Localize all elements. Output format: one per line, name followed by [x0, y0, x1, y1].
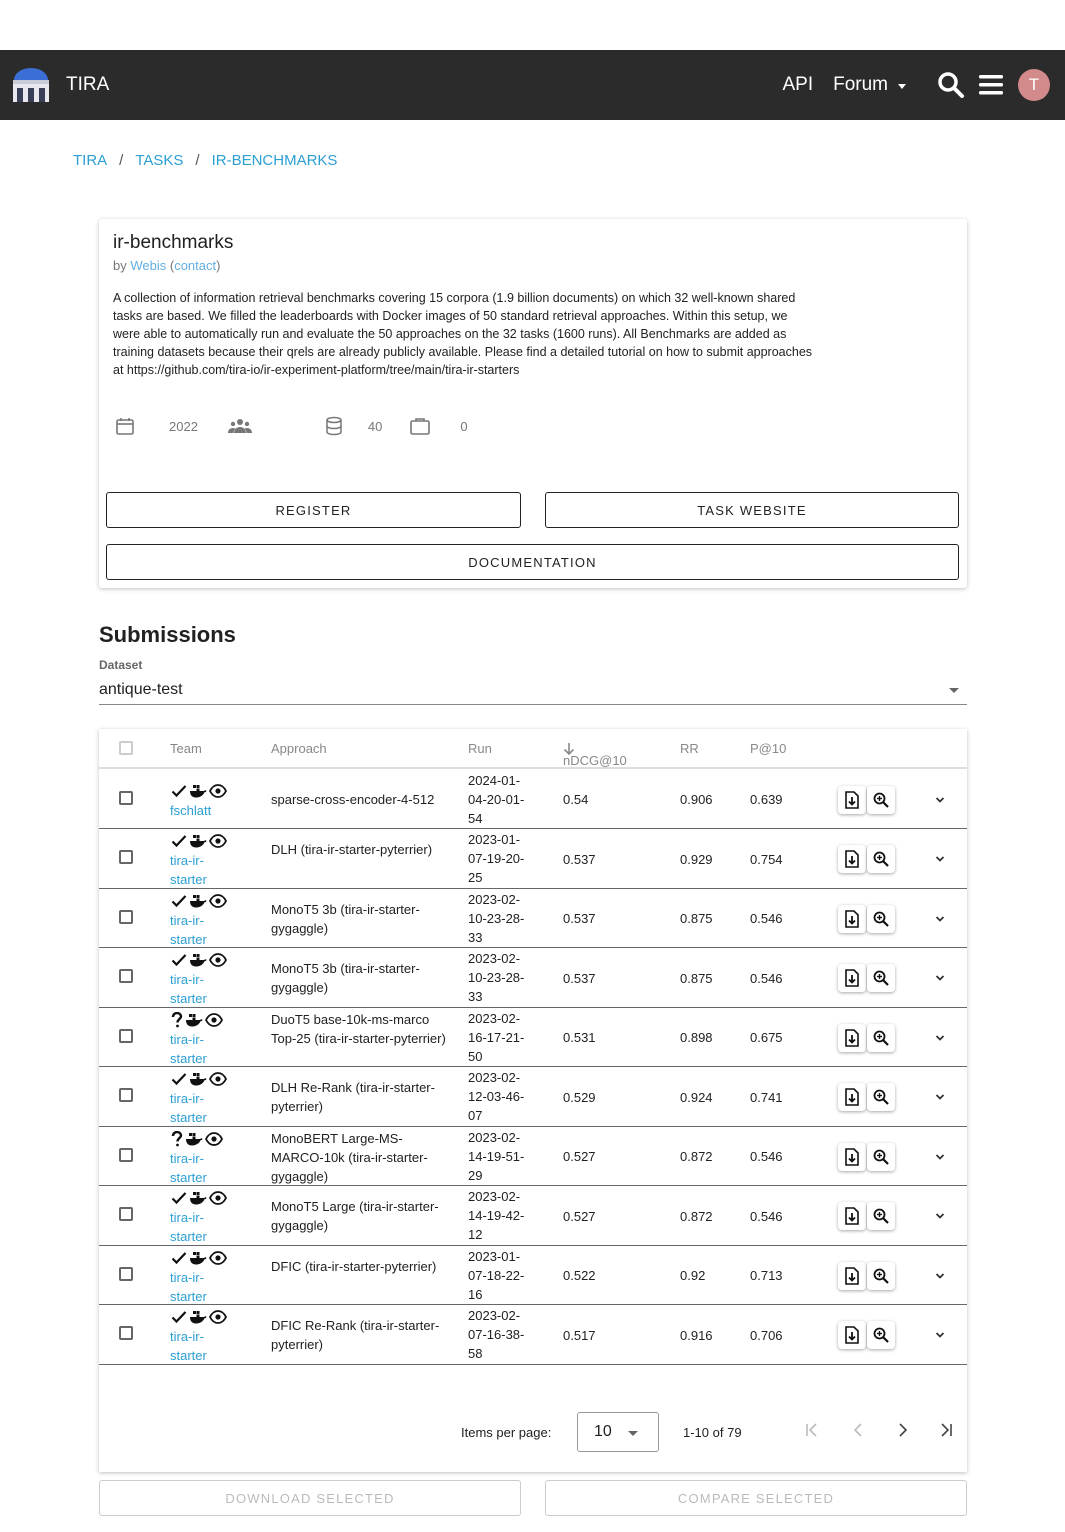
docker-icon	[185, 1013, 203, 1027]
zoom-in-icon	[873, 1327, 889, 1343]
tira-logo-icon[interactable]	[10, 66, 52, 104]
inspect-run-button[interactable]	[867, 845, 895, 873]
p10-value: 0.639	[750, 792, 783, 807]
file-download-icon	[844, 1029, 860, 1047]
check-icon	[171, 894, 187, 908]
expand-row-icon[interactable]	[934, 913, 946, 928]
run-id: 2024-01-04-20-01-54	[468, 773, 525, 826]
zoom-in-icon	[873, 1268, 889, 1284]
dataset-value: antique-test	[99, 681, 183, 698]
question-icon	[171, 1012, 183, 1028]
expand-row-icon[interactable]	[934, 1032, 946, 1047]
download-run-button[interactable]	[838, 845, 866, 873]
status-icons	[171, 1309, 227, 1325]
team-link[interactable]: tira-ir-starter	[170, 1091, 207, 1125]
status-icons	[171, 833, 227, 849]
caret-down-icon	[898, 84, 906, 89]
inspect-run-button[interactable]	[867, 786, 895, 814]
row-checkbox[interactable]	[119, 910, 133, 924]
expand-row-icon[interactable]	[934, 972, 946, 987]
header-ndcg[interactable]	[563, 741, 627, 768]
download-selected-button[interactable]: DOWNLOAD SELECTED	[99, 1480, 521, 1516]
expand-row-icon[interactable]	[934, 794, 946, 809]
rr-value: 0.92	[680, 1268, 706, 1283]
table-row[interactable]	[99, 1067, 967, 1127]
rr-value: 0.875	[680, 970, 713, 986]
table-row[interactable]	[99, 1305, 967, 1365]
run-id: 2023-02-10-23-28-33	[468, 951, 525, 1004]
eye-icon	[209, 1191, 227, 1205]
row-checkbox[interactable]	[119, 1088, 133, 1102]
pagination	[99, 1411, 967, 1451]
eye-icon	[209, 1310, 227, 1324]
ndcg-value: 0.517	[563, 1327, 596, 1343]
approach-name: DLH (tira-ir-starter-pyterrier)	[271, 842, 433, 857]
organizer-link[interactable]: Webis	[130, 258, 167, 273]
docker-icon	[189, 1191, 207, 1205]
task-organizer: by Webis (contact)	[113, 258, 221, 273]
file-download-icon	[844, 850, 860, 868]
docker-icon	[189, 1310, 207, 1324]
row-checkbox[interactable]	[119, 850, 133, 864]
p10-value: 0.546	[750, 970, 783, 986]
expand-row-icon[interactable]	[934, 1210, 946, 1225]
eye-icon	[209, 1251, 227, 1265]
next-page-icon[interactable]	[894, 1421, 912, 1442]
submissions-table	[99, 729, 967, 1472]
status-icons	[171, 1250, 227, 1266]
p10-value: 0.713	[750, 1268, 783, 1283]
row-checkbox[interactable]	[119, 1148, 133, 1162]
check-icon	[171, 784, 187, 798]
select-all-checkbox[interactable]	[119, 741, 133, 755]
breadcrumb-tasks[interactable]: TASKS	[135, 152, 184, 169]
eye-icon	[209, 953, 227, 967]
approach-name: MonoT5 3b (tira-ir-starter-gygaggle)	[271, 901, 420, 936]
forum-label: Forum	[833, 74, 888, 95]
question-icon	[171, 1131, 183, 1147]
docker-icon	[189, 1251, 207, 1265]
run-id: 2023-02-07-16-38-58	[468, 1308, 525, 1361]
hamburger-menu-icon[interactable]	[976, 70, 1006, 100]
task-description: A collection of information retrieval benchmarks covering 15 corpora (1.9 billion documents) on which 32 well-known shared tasks are based. We filled the leaderboards with Docker images of 50 standard retrieval approaches. Within this setup, we were able to automatically run and evaluate the 50 approaches on the 32 tasks (1600 runs). All Benchmarks are added as training datasets because their qrels are already publicly available. Please find a detailed tutorial on how to submit approaches at https://github.com/tira-io/ir-experiment-platform/tree/main/tira-ir-starters	[113, 291, 813, 377]
inspect-run-button[interactable]	[867, 1143, 895, 1171]
inspect-run-button[interactable]	[867, 1083, 895, 1111]
task-title: ir-benchmarks	[113, 232, 234, 253]
rr-value: 0.916	[680, 1327, 713, 1343]
expand-row-icon[interactable]	[934, 1091, 946, 1106]
docker-icon	[189, 834, 207, 848]
run-id: 2023-01-07-19-20-25	[468, 832, 525, 885]
dataset-select[interactable]	[99, 677, 967, 705]
inspect-run-button[interactable]	[867, 1321, 895, 1349]
top-navbar	[0, 50, 1065, 120]
docker-icon	[185, 1132, 203, 1146]
eye-icon	[205, 1132, 223, 1146]
p10-value: 0.546	[750, 1208, 783, 1224]
team-link[interactable]: tira-ir-starter	[170, 1032, 207, 1066]
row-checkbox[interactable]	[119, 1267, 133, 1281]
breadcrumb-separator: /	[195, 152, 200, 169]
zoom-in-icon	[873, 970, 889, 986]
approach-name: DLH Re-Rank (tira-ir-starter-pyterrier)	[271, 1080, 435, 1114]
header-ndcg-label: nDCG@10	[563, 753, 627, 768]
row-checkbox[interactable]	[119, 1326, 133, 1340]
approach-name: DFIC Re-Rank (tira-ir-starter-pyterrier)	[271, 1318, 440, 1352]
team-link[interactable]: tira-ir-starter	[170, 1270, 207, 1304]
items-per-page-value: 10	[594, 1423, 612, 1440]
table-header	[99, 729, 967, 769]
task-stats	[113, 414, 468, 438]
check-icon	[171, 1072, 187, 1086]
participants-icon	[228, 414, 252, 438]
status-icons	[171, 1012, 223, 1028]
expand-row-icon[interactable]	[934, 1329, 946, 1344]
inspect-run-button[interactable]	[867, 905, 895, 933]
inspect-run-button[interactable]	[867, 964, 895, 992]
rr-value: 0.898	[680, 1030, 713, 1045]
header-team[interactable]: Team	[170, 741, 202, 756]
previous-page-icon[interactable]	[849, 1421, 867, 1442]
status-icons	[171, 1131, 223, 1147]
file-download-icon	[844, 1148, 860, 1166]
expand-row-icon[interactable]	[934, 1151, 946, 1166]
download-run-button[interactable]	[838, 1321, 866, 1349]
approach-name: MonoT5 3b (tira-ir-starter-gygaggle)	[271, 961, 420, 995]
header-run[interactable]: Run	[468, 741, 492, 756]
ndcg-value: 0.537	[563, 970, 596, 986]
file-download-icon	[844, 1207, 860, 1225]
team-link[interactable]: fschlatt	[170, 803, 212, 818]
search-icon[interactable]	[936, 70, 966, 100]
run-id: 2023-02-14-19-51-29	[468, 1130, 525, 1183]
status-icons	[171, 893, 227, 909]
ndcg-value: 0.527	[563, 1149, 596, 1164]
header-p10[interactable]: P@10	[750, 741, 787, 756]
p10-value: 0.706	[750, 1327, 783, 1343]
last-page-icon[interactable]	[937, 1421, 955, 1442]
table-row[interactable]	[99, 829, 967, 889]
approach-name: sparse-cross-encoder-4-512	[271, 792, 435, 807]
task-software-count: 0	[460, 418, 468, 434]
briefcase-icon	[408, 414, 432, 438]
docker-icon	[189, 1072, 207, 1086]
p10-value: 0.675	[750, 1030, 783, 1045]
team-link[interactable]: tira-ir-starter	[170, 972, 207, 1006]
table-row[interactable]	[99, 770, 967, 829]
items-per-page-label: Items per page:	[461, 1425, 552, 1440]
eye-icon	[205, 1013, 223, 1027]
team-link[interactable]: tira-ir-starter	[170, 1329, 207, 1363]
rr-value: 0.875	[680, 911, 713, 926]
submissions-heading: Submissions	[99, 622, 236, 647]
eye-icon	[209, 894, 227, 908]
zoom-in-icon	[873, 851, 889, 867]
approach-name: DFIC (tira-ir-starter-pyterrier)	[271, 1258, 437, 1274]
contact-link[interactable]: contact	[174, 258, 217, 273]
status-icons	[171, 952, 227, 968]
items-per-page-select[interactable]	[577, 1412, 659, 1452]
documentation-button[interactable]: DOCUMENTATION	[106, 544, 959, 580]
breadcrumb	[73, 152, 337, 169]
check-icon	[171, 834, 187, 848]
docker-icon	[189, 894, 207, 908]
ndcg-value: 0.54	[563, 792, 589, 807]
download-run-button[interactable]	[838, 1024, 866, 1052]
table-row[interactable]	[99, 1246, 967, 1305]
brand-name[interactable]: TIRA	[66, 74, 110, 95]
check-icon	[171, 1251, 187, 1265]
header-approach[interactable]: Approach	[271, 741, 327, 756]
by-prefix: by	[113, 258, 127, 273]
file-download-icon	[844, 910, 860, 928]
p10-value: 0.741	[750, 1089, 783, 1105]
download-run-button[interactable]	[838, 1262, 866, 1290]
page-range: 1-10 of 79	[683, 1425, 742, 1440]
ndcg-value: 0.522	[563, 1268, 596, 1283]
rr-value: 0.872	[680, 1149, 713, 1164]
task-year: 2022	[169, 418, 198, 434]
run-id: 2023-02-12-03-46-07	[468, 1070, 525, 1123]
row-checkbox[interactable]	[119, 791, 133, 805]
check-icon	[171, 1310, 187, 1324]
user-avatar[interactable]: T	[1018, 69, 1050, 101]
first-page-icon[interactable]	[803, 1421, 821, 1442]
file-download-icon	[844, 969, 860, 987]
team-link[interactable]: tira-ir-starter	[170, 1210, 207, 1244]
eye-icon	[209, 784, 227, 798]
approach-name: MonoBERT Large-MS-MARCO-10k (tira-ir-starter-gygaggle)	[271, 1131, 428, 1184]
approach-name: MonoT5 Large (tira-ir-starter-gygaggle)	[271, 1199, 439, 1233]
zoom-in-icon	[873, 1030, 889, 1046]
zoom-in-icon	[873, 1089, 889, 1105]
zoom-in-icon	[873, 1208, 889, 1224]
api-link[interactable]: API	[782, 74, 814, 95]
ndcg-value: 0.537	[563, 851, 596, 867]
zoom-in-icon	[873, 911, 889, 927]
file-download-icon	[844, 1326, 860, 1344]
task-dataset-count: 40	[367, 418, 383, 434]
status-icons	[171, 783, 227, 799]
expand-row-icon[interactable]	[934, 853, 946, 868]
expand-row-icon[interactable]	[934, 1270, 946, 1285]
download-run-button[interactable]	[838, 905, 866, 933]
status-icons	[171, 1190, 227, 1206]
docker-icon	[189, 953, 207, 967]
header-rr[interactable]: RR	[680, 741, 699, 756]
task-website-button[interactable]: TASK WEBSITE	[545, 492, 959, 528]
task-card	[99, 219, 967, 588]
ndcg-value: 0.529	[563, 1089, 596, 1105]
caret-down-icon	[628, 1431, 638, 1436]
rr-value: 0.906	[680, 792, 713, 807]
run-id: 2023-02-14-19-42-12	[468, 1189, 525, 1242]
team-link[interactable]: tira-ir-starter	[170, 853, 207, 887]
breadcrumb-tira[interactable]: TIRA	[73, 152, 108, 169]
table-row[interactable]	[99, 1186, 967, 1246]
run-id: 2023-02-16-17-21-50	[468, 1011, 525, 1064]
p10-value: 0.754	[750, 851, 783, 867]
forum-menu[interactable]	[833, 74, 906, 96]
table-row[interactable]	[99, 948, 967, 1008]
table-row[interactable]	[99, 1008, 967, 1067]
file-download-icon	[844, 1088, 860, 1106]
ndcg-value: 0.527	[563, 1208, 596, 1224]
table-row[interactable]	[99, 1127, 967, 1186]
rr-value: 0.872	[680, 1208, 713, 1224]
eye-icon	[209, 1072, 227, 1086]
row-checkbox[interactable]	[119, 969, 133, 983]
breadcrumb-separator: /	[119, 152, 124, 169]
download-run-button[interactable]	[838, 1083, 866, 1111]
approach-name: DuoT5 base-10k-ms-marco Top-25 (tira-ir-starter-pyterrier)	[271, 1012, 446, 1046]
table-row[interactable]	[99, 889, 967, 948]
dataset-label: Dataset	[99, 658, 143, 672]
download-run-button[interactable]	[838, 1202, 866, 1230]
run-id: 2023-02-10-23-28-33	[468, 892, 525, 945]
inspect-run-button[interactable]	[867, 1202, 895, 1230]
breadcrumb-ir-benchmarks[interactable]: IR-BENCHMARKS	[211, 152, 338, 169]
inspect-run-button[interactable]	[867, 1024, 895, 1052]
rr-value: 0.929	[680, 851, 713, 867]
ndcg-value: 0.537	[563, 911, 596, 926]
zoom-in-icon	[873, 1149, 889, 1165]
row-checkbox[interactable]	[119, 1029, 133, 1043]
team-link[interactable]: tira-ir-starter	[170, 913, 207, 947]
check-icon	[171, 1191, 187, 1205]
download-run-button[interactable]	[838, 964, 866, 992]
file-download-icon	[844, 791, 860, 809]
zoom-in-icon	[873, 792, 889, 808]
database-icon	[322, 414, 346, 438]
docker-icon	[189, 784, 207, 798]
p10-value: 0.546	[750, 1149, 783, 1164]
file-download-icon	[844, 1267, 860, 1285]
p10-value: 0.546	[750, 911, 783, 926]
ndcg-value: 0.531	[563, 1030, 596, 1045]
inspect-run-button[interactable]	[867, 1262, 895, 1290]
team-link[interactable]: tira-ir-starter	[170, 1151, 207, 1185]
status-icons	[171, 1071, 227, 1087]
check-icon	[171, 953, 187, 967]
download-run-button[interactable]	[838, 1143, 866, 1171]
caret-down-icon	[949, 688, 959, 693]
download-run-button[interactable]	[838, 786, 866, 814]
run-id: 2023-01-07-18-22-16	[468, 1249, 525, 1302]
register-button[interactable]: REGISTER	[106, 492, 521, 528]
eye-icon	[209, 834, 227, 848]
row-checkbox[interactable]	[119, 1207, 133, 1221]
compare-selected-button[interactable]: COMPARE SELECTED	[545, 1480, 967, 1516]
rr-value: 0.924	[680, 1089, 713, 1105]
calendar-icon	[113, 414, 137, 438]
